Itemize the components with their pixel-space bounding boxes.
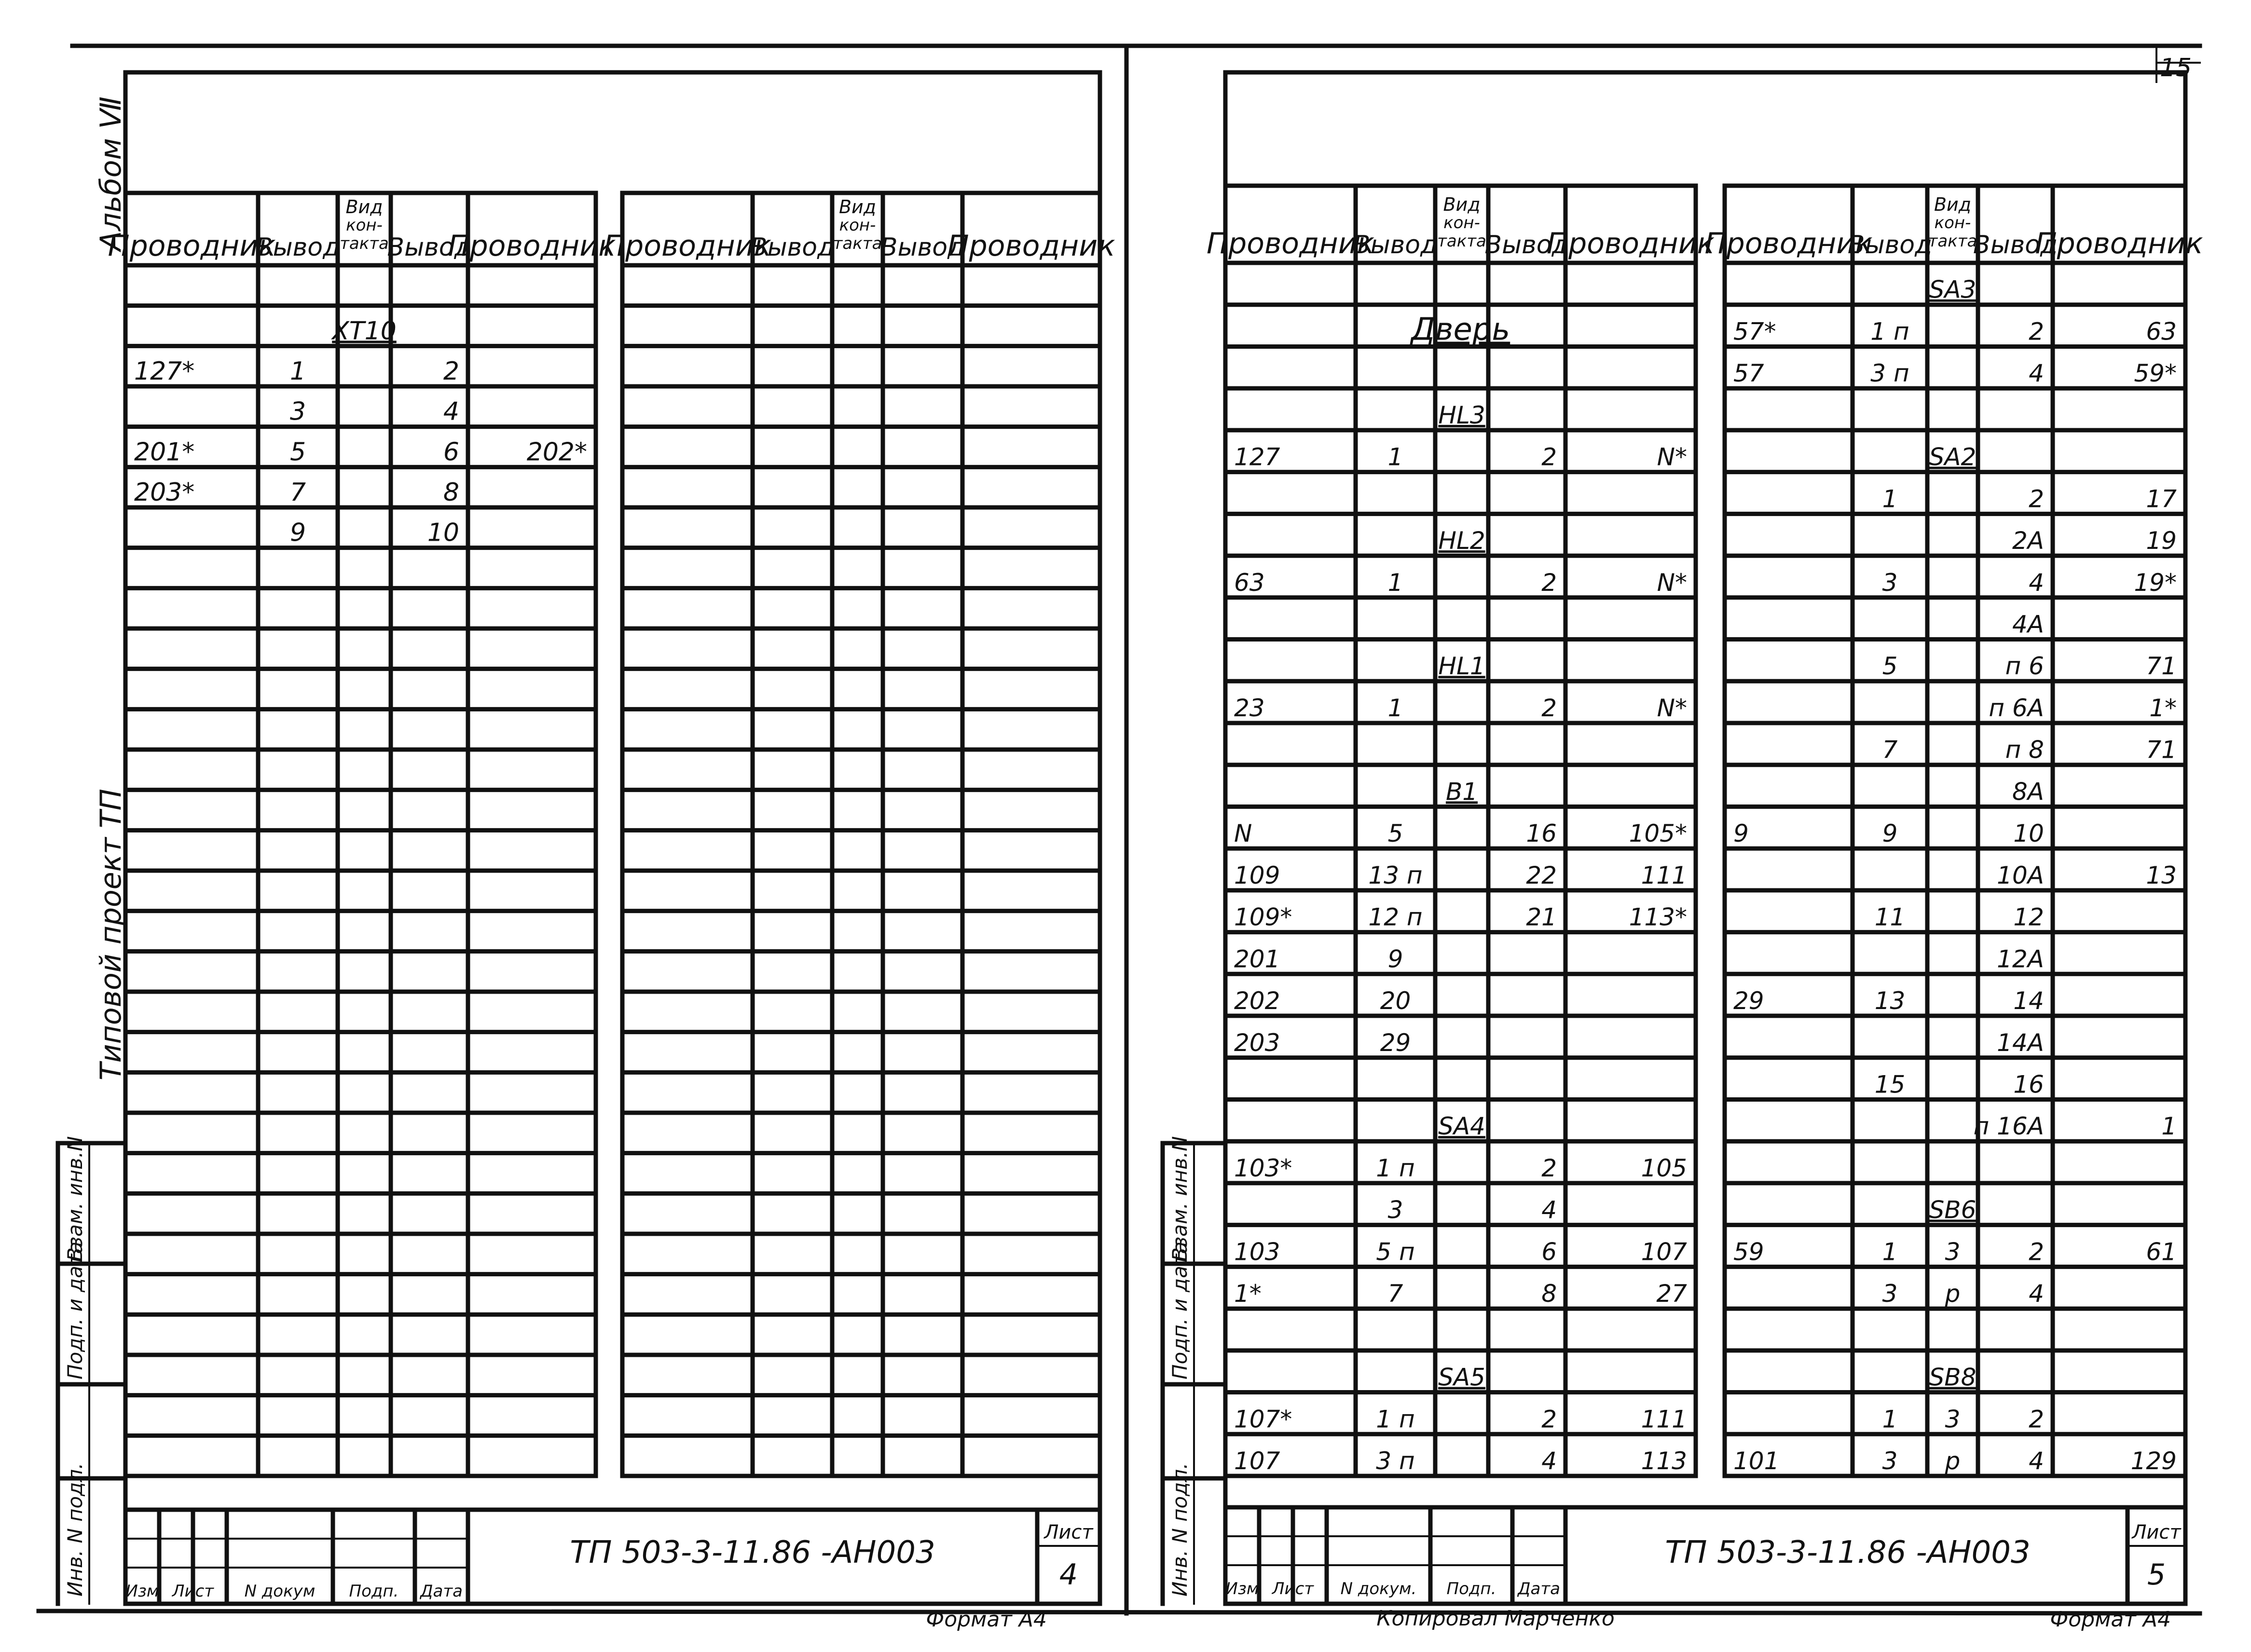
- table-cell: 1: [1387, 568, 1403, 597]
- table-cell: 129: [2130, 1447, 2177, 1475]
- table-cell: 8А: [2012, 778, 2044, 806]
- table-cell: 1: [2161, 1112, 2177, 1141]
- table-cell: 71: [2146, 652, 2177, 681]
- column-header: Проводник: [1704, 227, 1873, 260]
- column-header: Вывод: [750, 233, 835, 262]
- table-cell: 9: [289, 518, 306, 547]
- table-cell: 63: [2146, 317, 2177, 346]
- stamp-column-label: Подп.: [349, 1582, 399, 1601]
- table-cell: 13 п: [1368, 861, 1423, 889]
- table-cell: 101: [1733, 1447, 1780, 1475]
- table-cell: 12 п: [1368, 903, 1423, 931]
- stamp-column-label: Дата: [420, 1582, 463, 1601]
- column-header: Вывод: [255, 233, 341, 262]
- table-cell: 113: [1641, 1447, 1687, 1475]
- table-cell: 1: [1387, 443, 1403, 471]
- table-cell: 1: [1882, 1238, 1898, 1266]
- format-label: Формат А4: [926, 1607, 1047, 1632]
- table-cell: 107: [1641, 1238, 1687, 1266]
- section-label: Дверь: [1411, 312, 1510, 348]
- column-header: Вывод: [1484, 231, 1569, 259]
- table-cell: 103*: [1234, 1154, 1292, 1182]
- table-cell: 2: [2029, 1238, 2044, 1266]
- table-cell: 15: [1874, 1070, 1906, 1099]
- column-header: Проводник: [108, 229, 276, 263]
- column-header: Вывод: [387, 233, 472, 262]
- header-contact-type: такта: [833, 234, 882, 253]
- component-label: HL2: [1438, 527, 1485, 555]
- table-cell: 3: [1387, 1196, 1403, 1224]
- table-cell: 71: [2146, 736, 2177, 764]
- table-cell: 5 п: [1376, 1238, 1415, 1266]
- table-cell: р: [1945, 1447, 1961, 1475]
- table-cell: 202: [1234, 987, 1280, 1015]
- table-cell: п 8: [2005, 736, 2044, 764]
- table-cell: 127*: [134, 357, 195, 386]
- table-cell: 2: [1541, 694, 1557, 722]
- sheet-number: 5: [2147, 1558, 2166, 1592]
- table-cell: 4: [2029, 1447, 2044, 1475]
- table-cell: 9: [1387, 945, 1403, 973]
- table-cell: 111: [1641, 1405, 1687, 1434]
- table-cell: N*: [1657, 568, 1687, 597]
- table-cell: 105*: [1629, 819, 1687, 848]
- table-cell: 4: [1541, 1196, 1557, 1224]
- stamp-column-label: Лист: [1272, 1579, 1314, 1598]
- bottom-border: [39, 1611, 2200, 1613]
- table-cell: 59: [1733, 1238, 1764, 1266]
- table-cell: 7: [1882, 736, 1898, 764]
- component-label: SA5: [1438, 1363, 1485, 1392]
- album-label: Альбом Ⅶ: [94, 96, 128, 251]
- table-cell: 127: [1234, 443, 1280, 471]
- table-cell: N*: [1657, 694, 1687, 722]
- table-cell: 4: [2029, 568, 2044, 597]
- table-cell: 59*: [2134, 359, 2177, 388]
- table-cell: 3: [289, 397, 306, 426]
- sheet-number: 4: [1059, 1558, 1078, 1592]
- table-cell: 2: [1541, 1154, 1557, 1182]
- table-cell: 3: [1945, 1238, 1961, 1266]
- table-cell: 202*: [526, 437, 587, 467]
- table-cell: 1: [1882, 1405, 1898, 1434]
- component-label: SA4: [1438, 1112, 1485, 1141]
- table-cell: 7: [289, 478, 306, 507]
- table-cell: 61: [2146, 1238, 2177, 1266]
- table-cell: 13: [2146, 861, 2177, 889]
- table-cell: 63: [1234, 568, 1265, 597]
- table-cell: 17: [2146, 485, 2177, 513]
- project-label: Типовой проект ТП: [94, 789, 128, 1080]
- table-cell: 29: [1733, 987, 1764, 1015]
- table-cell: 5: [1387, 819, 1403, 848]
- table-cell: 201*: [134, 437, 195, 467]
- stamp-column-label: Подп.: [1446, 1579, 1496, 1598]
- side-label: Подп. и дата: [1168, 1241, 1192, 1379]
- table-cell: р: [1945, 1280, 1961, 1308]
- grid-lines: [39, 46, 2200, 1613]
- column-header: Вывод: [1847, 231, 1933, 259]
- table-cell: 12: [2013, 903, 2044, 931]
- table-cell: 1 п: [1376, 1405, 1415, 1434]
- component-label: SB6: [1929, 1196, 1976, 1224]
- component-label: SB8: [1929, 1363, 1976, 1392]
- format-label: Формат А4: [2050, 1607, 2171, 1632]
- table-cell: N*: [1657, 443, 1687, 471]
- component-label: SA2: [1929, 443, 1976, 471]
- side-label: Инв. N подл.: [63, 1462, 87, 1597]
- component-label: HL3: [1438, 401, 1485, 429]
- table-cell: 2: [2029, 1405, 2044, 1434]
- table-cell: 6: [1541, 1238, 1557, 1266]
- table-cell: 3: [1882, 1280, 1898, 1308]
- table-cell: 113*: [1629, 903, 1687, 931]
- column-header: Проводник: [604, 229, 771, 263]
- table-cell: 3: [1882, 1447, 1898, 1475]
- header-contact-type: такта: [340, 234, 389, 253]
- table-cell: 107: [1234, 1447, 1280, 1475]
- table-cell: 2: [2029, 485, 2044, 513]
- document-code: ТП 503-3-11.86 -АН003: [570, 1535, 935, 1570]
- header-contact-type: кон-: [346, 216, 383, 235]
- column-header: Вывод: [880, 233, 965, 262]
- table-cell: 1: [289, 357, 306, 386]
- table-cell: 4: [1541, 1447, 1557, 1475]
- copied-by-label: Копировал Марченко: [1376, 1606, 1615, 1631]
- sheet-label: Лист: [2132, 1521, 2181, 1543]
- table-cell: 9: [1882, 819, 1898, 848]
- table-cell: 6: [443, 437, 459, 467]
- table-cell: 201: [1234, 945, 1280, 973]
- table-cell: 7: [1387, 1280, 1403, 1308]
- table-cell: 3 п: [1376, 1447, 1415, 1475]
- table-cell: 109*: [1234, 903, 1292, 931]
- table-cell: N: [1234, 819, 1252, 848]
- table-cell: 2: [1541, 568, 1557, 597]
- page-number: 15: [2159, 54, 2192, 82]
- table-cell: 109: [1234, 861, 1280, 889]
- table-cell: 4А: [2012, 610, 2044, 639]
- column-header: Вывод: [1353, 231, 1438, 259]
- column-header: Проводник: [1207, 227, 1374, 260]
- document-code: ТП 503-3-11.86 -АН003: [1665, 1535, 2031, 1570]
- column-header: Проводник: [448, 229, 616, 263]
- table-cell: 103: [1234, 1238, 1280, 1266]
- table-cell: 3: [1945, 1405, 1961, 1434]
- table-cell: 1: [1387, 694, 1403, 722]
- table-cell: 4: [443, 397, 459, 426]
- table-cell: 8: [443, 478, 459, 507]
- table-cell: 2: [443, 357, 459, 386]
- table-cell: 13: [1874, 987, 1906, 1015]
- header-contact-type: Вид: [1443, 194, 1481, 215]
- table-cell: 22: [1526, 861, 1557, 889]
- table-cell: 57*: [1733, 317, 1776, 346]
- table-cell: п 6А: [1989, 694, 2044, 722]
- table-cell: 2А: [2012, 527, 2044, 555]
- table-cell: 14А: [1997, 1028, 2044, 1057]
- header-contact-type: такта: [1437, 232, 1486, 251]
- column-header: Проводник: [2035, 227, 2203, 260]
- table-cell: 1 п: [1376, 1154, 1415, 1182]
- table-cell: 10: [2013, 819, 2044, 848]
- side-label: Взам. инв.N: [63, 1136, 87, 1261]
- component-label: B1: [1445, 778, 1478, 806]
- table-cell: 2: [1541, 443, 1557, 471]
- table-cell: 57: [1733, 359, 1764, 388]
- table-cell: 20: [1380, 987, 1411, 1015]
- table-cell: 10А: [1997, 861, 2044, 889]
- table-cell: 27: [1656, 1280, 1687, 1308]
- component-label: HL1: [1438, 652, 1485, 681]
- table-cell: 19: [2146, 527, 2177, 555]
- table-cell: 12А: [1997, 945, 2044, 973]
- stamp-column-label: Дата: [1517, 1579, 1561, 1598]
- table-cell: 203: [1234, 1028, 1280, 1057]
- table-cell: п 16А: [1973, 1112, 2044, 1141]
- table-cell: 9: [1733, 819, 1749, 848]
- stamp-column-label: Изм: [1225, 1579, 1259, 1598]
- table-cell: 14: [2013, 987, 2044, 1015]
- stamp-column-label: Лист: [172, 1582, 214, 1601]
- header-contact-type: кон-: [1443, 213, 1480, 232]
- column-header: Вывод: [1973, 231, 2058, 259]
- table-cell: 5: [1882, 652, 1898, 681]
- table-cell: 1: [1882, 485, 1898, 513]
- table-cell: 1 п: [1870, 317, 1909, 346]
- table-cell: 105: [1641, 1154, 1687, 1182]
- table-cell: 4: [2029, 359, 2044, 388]
- table-cell: 107*: [1234, 1405, 1292, 1434]
- stamp-column-label: Изм: [125, 1582, 159, 1601]
- component-label: XT10: [332, 316, 397, 346]
- header-contact-type: кон-: [1934, 213, 1971, 232]
- column-header: Проводник: [947, 229, 1115, 263]
- header-contact-type: кон-: [839, 216, 876, 235]
- table-cell: 4: [2029, 1280, 2044, 1308]
- table-cell: 1*: [1234, 1280, 1262, 1308]
- table-cell: 16: [1526, 819, 1557, 848]
- header-contact-type: Вид: [838, 196, 877, 218]
- side-label: Инв. N подл.: [1168, 1462, 1192, 1597]
- table-cell: 1*: [2149, 694, 2177, 722]
- table-cell: п 6: [2005, 652, 2044, 681]
- table-cell: 11: [1874, 903, 1906, 931]
- side-label: Подп. и дата: [63, 1241, 87, 1379]
- table-cell: 29: [1380, 1028, 1411, 1057]
- table-cell: 23: [1234, 694, 1265, 722]
- table-cell: 5: [289, 437, 306, 467]
- column-header: Проводник: [1547, 227, 1715, 260]
- table-cell: 19*: [2134, 568, 2177, 597]
- table-cell: 2: [2029, 317, 2044, 346]
- header-contact-type: Вид: [1934, 194, 1972, 215]
- side-label: Взам. инв.N: [1168, 1136, 1192, 1261]
- sheet-label: Лист: [1044, 1521, 1093, 1543]
- table-cell: 10: [427, 518, 459, 547]
- header-contact-type: такта: [1928, 232, 1977, 251]
- table-cell: 3: [1882, 568, 1898, 597]
- component-label: SA3: [1929, 275, 1976, 304]
- table-cell: 21: [1526, 903, 1557, 931]
- stamp-column-label: N докум: [244, 1582, 316, 1601]
- table-cell: 203*: [134, 478, 195, 507]
- stamp-column-label: N докум.: [1340, 1579, 1417, 1598]
- table-cell: 111: [1641, 861, 1687, 889]
- table-cell: 2: [1541, 1405, 1557, 1434]
- header-contact-type: Вид: [345, 196, 383, 218]
- table-cell: 8: [1541, 1280, 1557, 1308]
- table-cell: 16: [2013, 1070, 2044, 1099]
- table-cell: 3 п: [1870, 359, 1909, 388]
